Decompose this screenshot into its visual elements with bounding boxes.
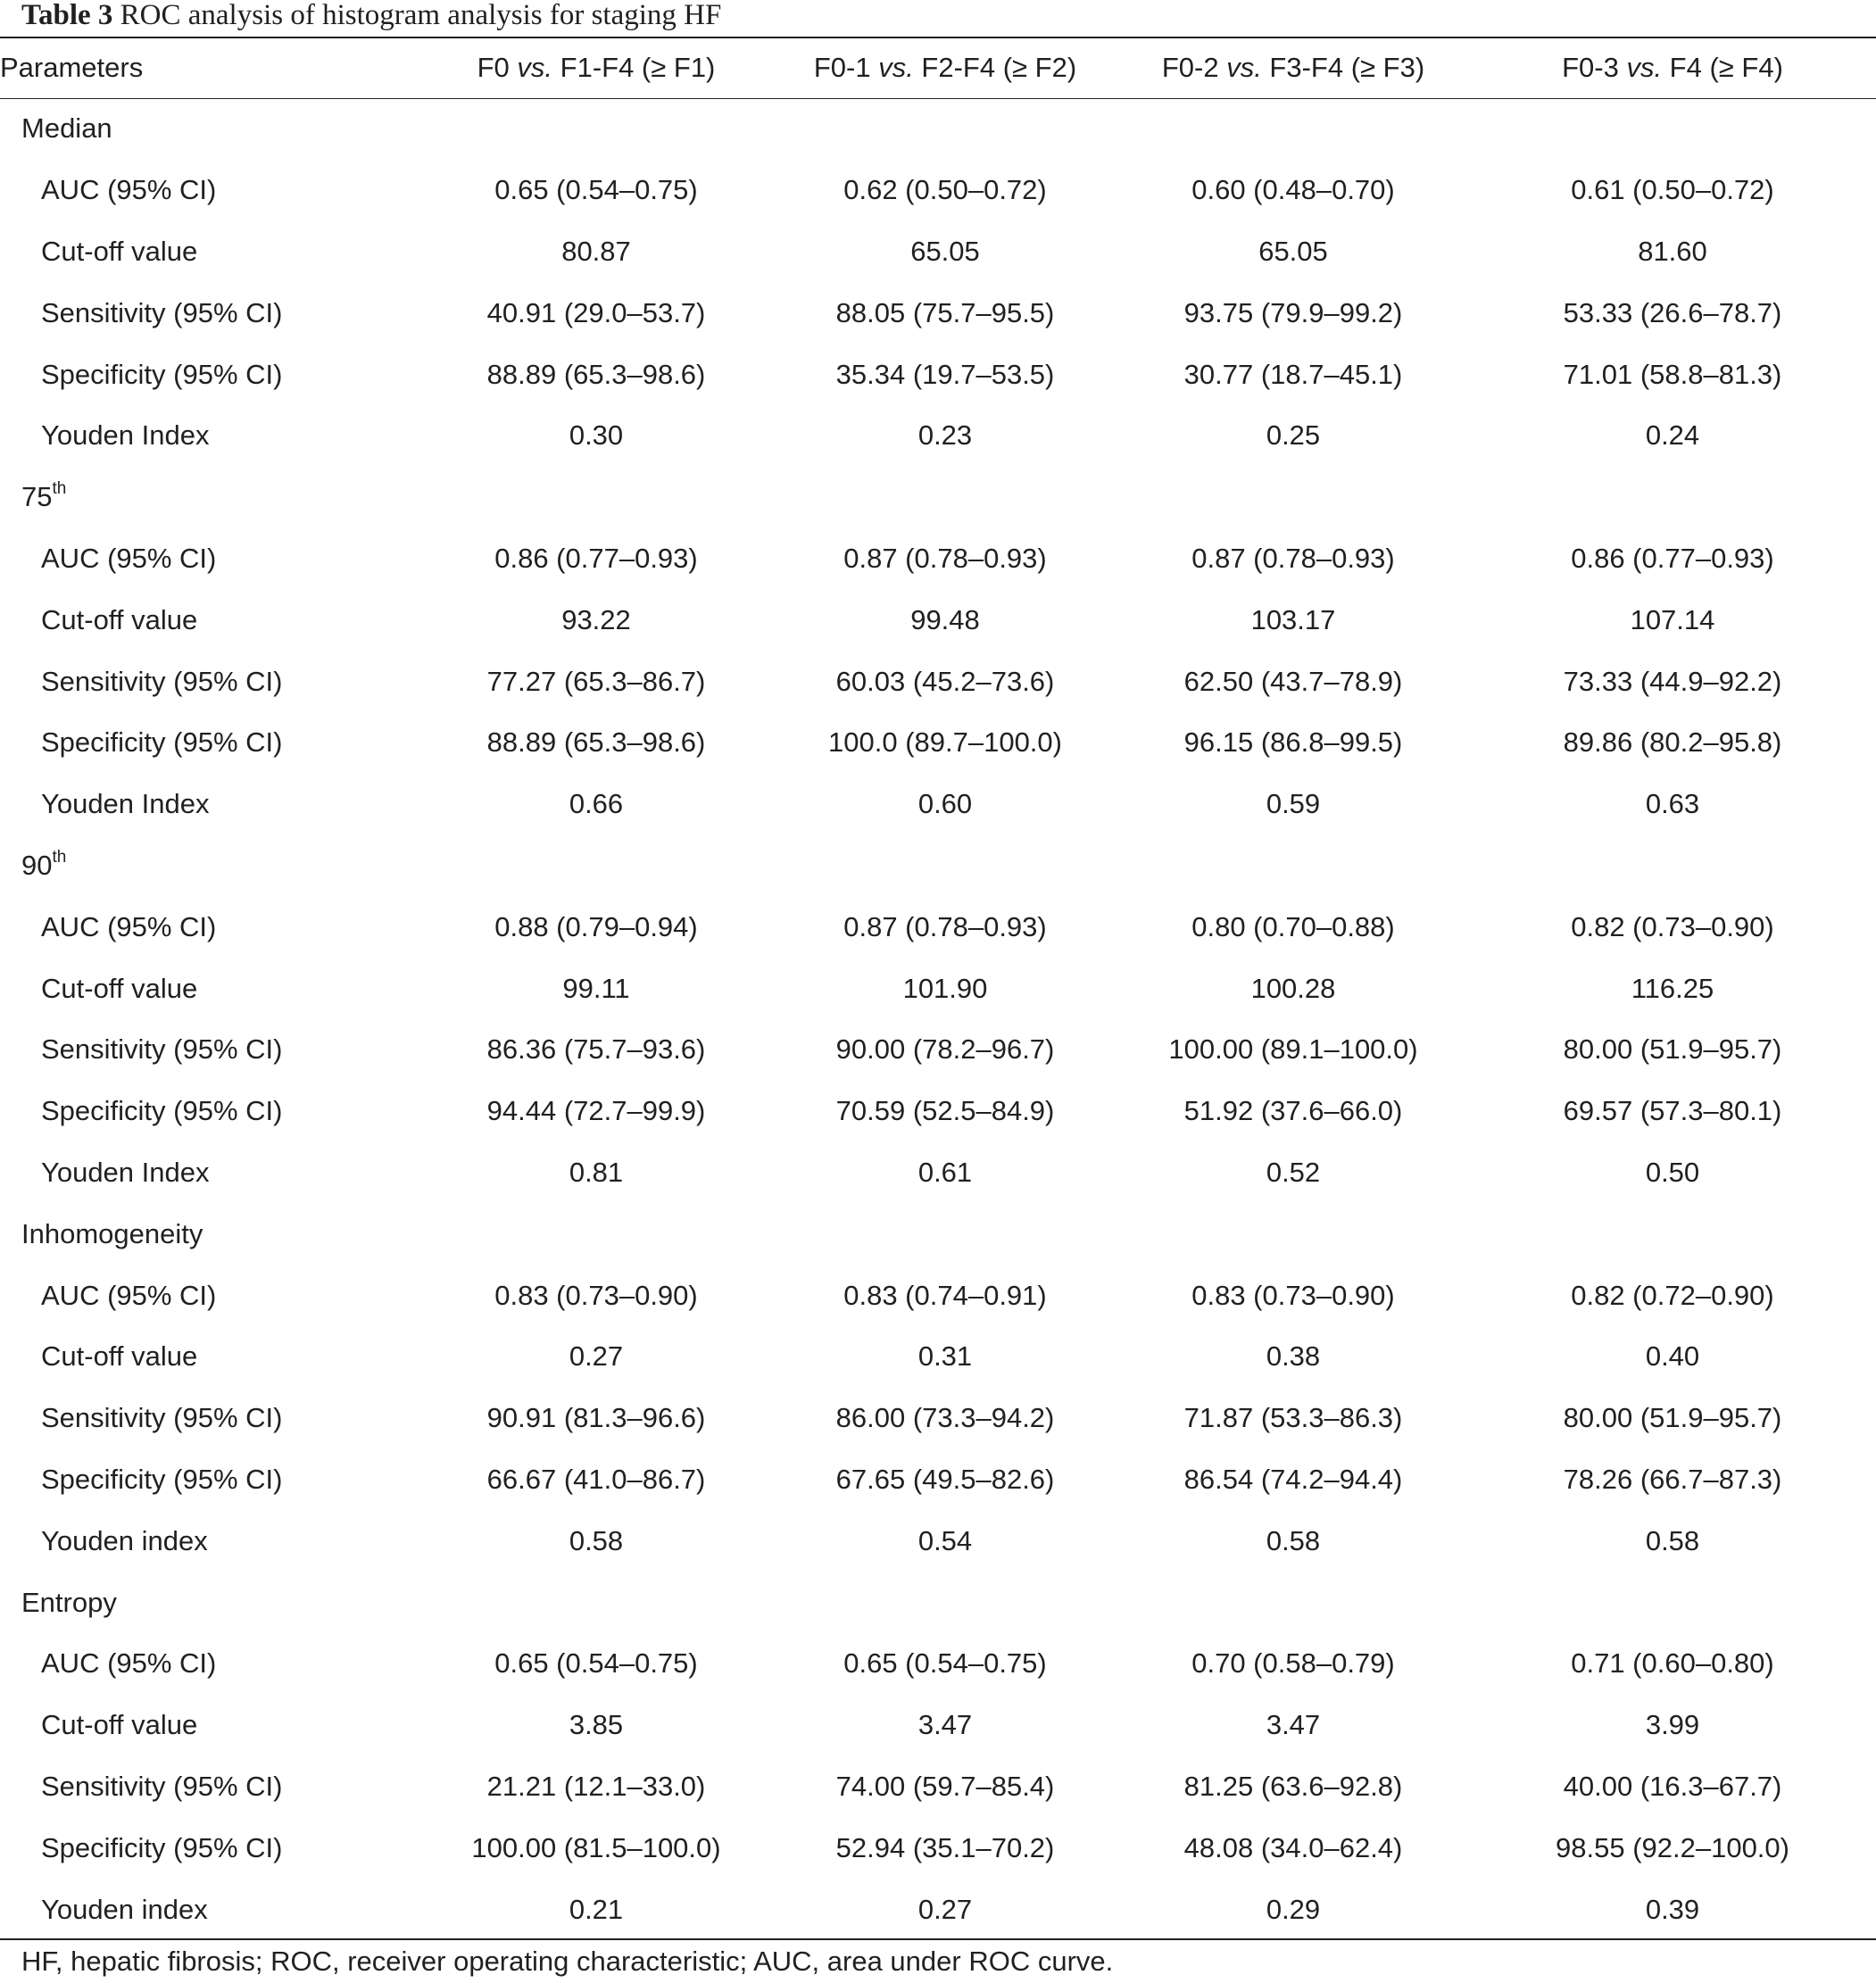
table-cell: 77.27 (65.3–86.7) — [486, 665, 706, 697]
table-row — [0, 712, 1876, 774]
row-label: Specificity (95% CI) — [41, 358, 283, 390]
table-cell: 0.82 (0.72–0.90) — [1571, 1279, 1774, 1311]
row-label: Youden Index — [41, 1156, 210, 1188]
table-cell: 0.60 — [917, 788, 973, 820]
table-cell: 98.55 (92.2–100.0) — [1556, 1831, 1789, 1863]
table-cell: 94.44 (72.7–99.9) — [486, 1095, 706, 1127]
table-row — [0, 1019, 1876, 1081]
row-label: Youden index — [41, 1524, 208, 1556]
row-label: Cut-off value — [41, 1340, 198, 1373]
table-row — [0, 896, 1876, 958]
table-row — [0, 1817, 1876, 1879]
table-cell: 73.33 (44.9–92.2) — [1563, 665, 1782, 697]
header-row — [0, 37, 1876, 98]
group-row — [0, 1572, 1876, 1633]
table-row — [0, 1081, 1876, 1142]
table-cell: 53.33 (26.6–78.7) — [1563, 296, 1782, 328]
row-label: AUC (95% CI) — [41, 1647, 217, 1680]
table-cell: 88.89 (65.3–98.6) — [486, 726, 706, 759]
table-cell: 0.29 — [1266, 1893, 1321, 1925]
row-label: Sensitivity (95% CI) — [41, 665, 283, 697]
row-label: AUC (95% CI) — [41, 542, 217, 574]
table-cell: 35.34 (19.7–53.5) — [835, 358, 1055, 390]
group-row — [0, 835, 1876, 897]
table-cell: 3.85 — [569, 1709, 624, 1741]
table-cell: 100.00 (89.1–100.0) — [1168, 1033, 1418, 1066]
table-cell: 0.88 (0.79–0.94) — [494, 910, 698, 942]
row-label: Specificity (95% CI) — [41, 1095, 283, 1127]
table-cell: 62.50 (43.7–78.9) — [1183, 665, 1403, 697]
table-cell: 0.24 — [1645, 419, 1700, 452]
table-row — [0, 1142, 1876, 1204]
table-cell: 66.67 (41.0–86.7) — [486, 1463, 706, 1495]
table-cell: 65.05 — [910, 235, 980, 267]
row-label: Specificity (95% CI) — [41, 1463, 283, 1495]
row-label: Youden Index — [41, 788, 210, 820]
table-cell: 0.87 (0.78–0.93) — [1191, 542, 1395, 574]
table-cell: 89.86 (80.2–95.8) — [1563, 726, 1782, 759]
table-cell: 90.91 (81.3–96.6) — [486, 1402, 706, 1434]
row-label: Sensitivity (95% CI) — [41, 296, 283, 328]
table-row — [0, 1695, 1876, 1756]
group-label: 75th — [21, 479, 67, 513]
table-cell: 60.03 (45.2–73.6) — [835, 665, 1055, 697]
table-cell: 0.80 (0.70–0.88) — [1191, 910, 1395, 942]
table-cell: 0.63 — [1645, 788, 1700, 820]
header-col-2: F0-1 vs. F2-F4 (≥ F2) — [813, 52, 1077, 83]
table-cell: 0.83 (0.73–0.90) — [1191, 1279, 1395, 1311]
table-cell: 0.54 — [917, 1524, 973, 1556]
table-row — [0, 282, 1876, 344]
bottom-rule — [0, 1938, 1876, 1940]
group-label: Inhomogeneity — [21, 1217, 203, 1249]
table-cell: 88.05 (75.7–95.5) — [835, 296, 1055, 328]
table-row — [0, 1449, 1876, 1511]
group-label: Entropy — [21, 1586, 117, 1618]
table-row — [0, 405, 1876, 467]
row-label: Specificity (95% CI) — [41, 1831, 283, 1863]
table-row — [0, 958, 1876, 1019]
table-row — [0, 1510, 1876, 1572]
table-cell: 0.59 — [1266, 788, 1321, 820]
table-cell: 0.31 — [917, 1340, 973, 1373]
table-row — [0, 1265, 1876, 1326]
table-cell: 65.05 — [1258, 235, 1328, 267]
table-cell: 0.61 — [917, 1156, 973, 1188]
header-col-4: F0-3 vs. F4 (≥ F4) — [1562, 52, 1783, 83]
table-cell: 103.17 — [1250, 603, 1336, 635]
table-cell: 90.00 (78.2–96.7) — [835, 1033, 1055, 1066]
row-label: AUC (95% CI) — [41, 174, 217, 206]
table-cell: 70.59 (52.5–84.9) — [835, 1095, 1055, 1127]
table-cell: 81.60 — [1638, 235, 1707, 267]
table-cell: 78.26 (66.7–87.3) — [1563, 1463, 1782, 1495]
row-label: AUC (95% CI) — [41, 910, 217, 942]
table-row — [0, 1388, 1876, 1449]
table-cell: 100.28 — [1250, 972, 1336, 1004]
group-row — [0, 1203, 1876, 1265]
table-cell: 0.65 (0.54–0.75) — [494, 1647, 698, 1680]
table-cell: 99.11 — [562, 972, 630, 1004]
table-cell: 100.0 (89.7–100.0) — [828, 726, 1062, 759]
table-cell: 99.48 — [910, 603, 980, 635]
table-cell: 80.87 — [561, 235, 631, 267]
table-cell: 51.92 (37.6–66.0) — [1183, 1095, 1403, 1127]
table-cell: 93.75 (79.9–99.2) — [1183, 296, 1403, 328]
table-cell: 0.65 (0.54–0.75) — [494, 174, 698, 206]
table-cell: 0.39 — [1645, 1893, 1700, 1925]
table-cell: 0.60 (0.48–0.70) — [1191, 174, 1395, 206]
table-cell: 80.00 (51.9–95.7) — [1563, 1402, 1782, 1434]
table-cell: 0.50 — [1645, 1156, 1700, 1188]
group-label: 90th — [21, 847, 67, 881]
header-parameters: Parameters — [0, 52, 144, 83]
row-label: Cut-off value — [41, 235, 198, 267]
table-cell: 107.14 — [1630, 603, 1715, 635]
table-cell: 86.54 (74.2–94.4) — [1183, 1463, 1403, 1495]
table-cell: 0.86 (0.77–0.93) — [1571, 542, 1774, 574]
roc-table — [0, 37, 1876, 1940]
table-cell: 0.58 — [1266, 1524, 1321, 1556]
row-label: Cut-off value — [41, 603, 198, 635]
table-cell: 0.62 (0.50–0.72) — [843, 174, 1047, 206]
table-row — [0, 1326, 1876, 1388]
table-cell: 93.22 — [561, 603, 631, 635]
table-cell: 96.15 (86.8–99.5) — [1183, 726, 1403, 759]
table-cell: 71.01 (58.8–81.3) — [1563, 358, 1782, 390]
group-row — [0, 98, 1876, 160]
group-label: Median — [21, 112, 112, 145]
table-cell: 40.91 (29.0–53.7) — [486, 296, 706, 328]
row-label: Specificity (95% CI) — [41, 726, 283, 759]
table-cell: 80.00 (51.9–95.7) — [1563, 1033, 1782, 1066]
table-cell: 0.30 — [569, 419, 624, 452]
table-cell: 0.81 — [569, 1156, 624, 1188]
table-cell: 0.71 (0.60–0.80) — [1571, 1647, 1774, 1680]
table-cell: 0.25 — [1266, 419, 1321, 452]
table-row — [0, 1879, 1876, 1940]
table-cell: 100.00 (81.5–100.0) — [471, 1831, 721, 1863]
table-row — [0, 344, 1876, 405]
table-row — [0, 589, 1876, 651]
table-cell: 0.40 — [1645, 1340, 1700, 1373]
table-cell: 0.58 — [569, 1524, 624, 1556]
table-cell: 69.57 (57.3–80.1) — [1563, 1095, 1782, 1127]
table-cell: 21.21 (12.1–33.0) — [486, 1770, 706, 1802]
table-cell: 67.65 (49.5–82.6) — [835, 1463, 1055, 1495]
table-cell: 0.21 — [569, 1893, 624, 1925]
header-col-3: F0-2 vs. F3-F4 (≥ F3) — [1161, 52, 1425, 83]
table-cell: 0.86 (0.77–0.93) — [494, 542, 698, 574]
table-cell: 3.47 — [1266, 1709, 1321, 1741]
row-label: Sensitivity (95% CI) — [41, 1033, 283, 1066]
table-cell: 0.87 (0.78–0.93) — [843, 542, 1047, 574]
table-footnote: HF, hepatic fibrosis; ROC, receiver operating characteristic; AUC, area under ROC curve. — [21, 1946, 1114, 1977]
row-label: Sensitivity (95% CI) — [41, 1770, 283, 1802]
table-cell: 40.00 (16.3–67.7) — [1563, 1770, 1782, 1802]
row-label: AUC (95% CI) — [41, 1279, 217, 1311]
row-label: Cut-off value — [41, 1709, 198, 1741]
group-row — [0, 467, 1876, 528]
table-cell: 0.83 (0.73–0.90) — [494, 1279, 698, 1311]
table-row — [0, 1756, 1876, 1818]
table-cell: 0.23 — [917, 419, 973, 452]
table-cell: 0.65 (0.54–0.75) — [843, 1647, 1047, 1680]
table-number: Table 3 — [21, 0, 113, 31]
table-cell: 0.87 (0.78–0.93) — [843, 910, 1047, 942]
table-cell: 86.36 (75.7–93.6) — [486, 1033, 706, 1066]
table-cell: 30.77 (18.7–45.1) — [1183, 358, 1403, 390]
table-cell: 0.27 — [569, 1340, 624, 1373]
table-cell: 71.87 (53.3–86.3) — [1183, 1402, 1403, 1434]
table-cell: 74.00 (59.7–85.4) — [835, 1770, 1055, 1802]
table-cell: 86.00 (73.3–94.2) — [835, 1402, 1055, 1434]
table-cell: 3.99 — [1645, 1709, 1700, 1741]
table-row — [0, 221, 1876, 283]
table-cell: 52.94 (35.1–70.2) — [835, 1831, 1055, 1863]
table-cell: 0.66 — [569, 788, 624, 820]
row-label: Youden index — [41, 1893, 208, 1925]
table-cell: 0.58 — [1645, 1524, 1700, 1556]
table-row — [0, 1633, 1876, 1695]
table-cell: 0.70 (0.58–0.79) — [1191, 1647, 1395, 1680]
header-col-1: F0 vs. F1-F4 (≥ F1) — [477, 52, 716, 83]
row-label: Sensitivity (95% CI) — [41, 1402, 283, 1434]
table-row — [0, 528, 1876, 590]
table-cell: 116.25 — [1631, 972, 1714, 1004]
table-cell: 0.52 — [1266, 1156, 1321, 1188]
row-label: Cut-off value — [41, 972, 198, 1004]
table-cell: 3.47 — [917, 1709, 973, 1741]
table-title: ROC analysis of histogram analysis for staging HF — [120, 0, 722, 31]
table-caption — [21, 0, 721, 36]
table-row — [0, 774, 1876, 835]
table-cell: 81.25 (63.6–92.8) — [1183, 1770, 1403, 1802]
table-cell: 0.82 (0.73–0.90) — [1571, 910, 1774, 942]
table-cell: 0.61 (0.50–0.72) — [1571, 174, 1774, 206]
table-cell: 101.90 — [902, 972, 988, 1004]
table-cell: 0.27 — [917, 1893, 973, 1925]
table-cell: 48.08 (34.0–62.4) — [1183, 1831, 1403, 1863]
table-row — [0, 651, 1876, 712]
table-cell: 0.38 — [1266, 1340, 1321, 1373]
row-label: Youden Index — [41, 419, 210, 452]
table-body — [0, 98, 1876, 1940]
table-row — [0, 160, 1876, 221]
table-cell: 0.83 (0.74–0.91) — [843, 1279, 1047, 1311]
table-cell: 88.89 (65.3–98.6) — [486, 358, 706, 390]
